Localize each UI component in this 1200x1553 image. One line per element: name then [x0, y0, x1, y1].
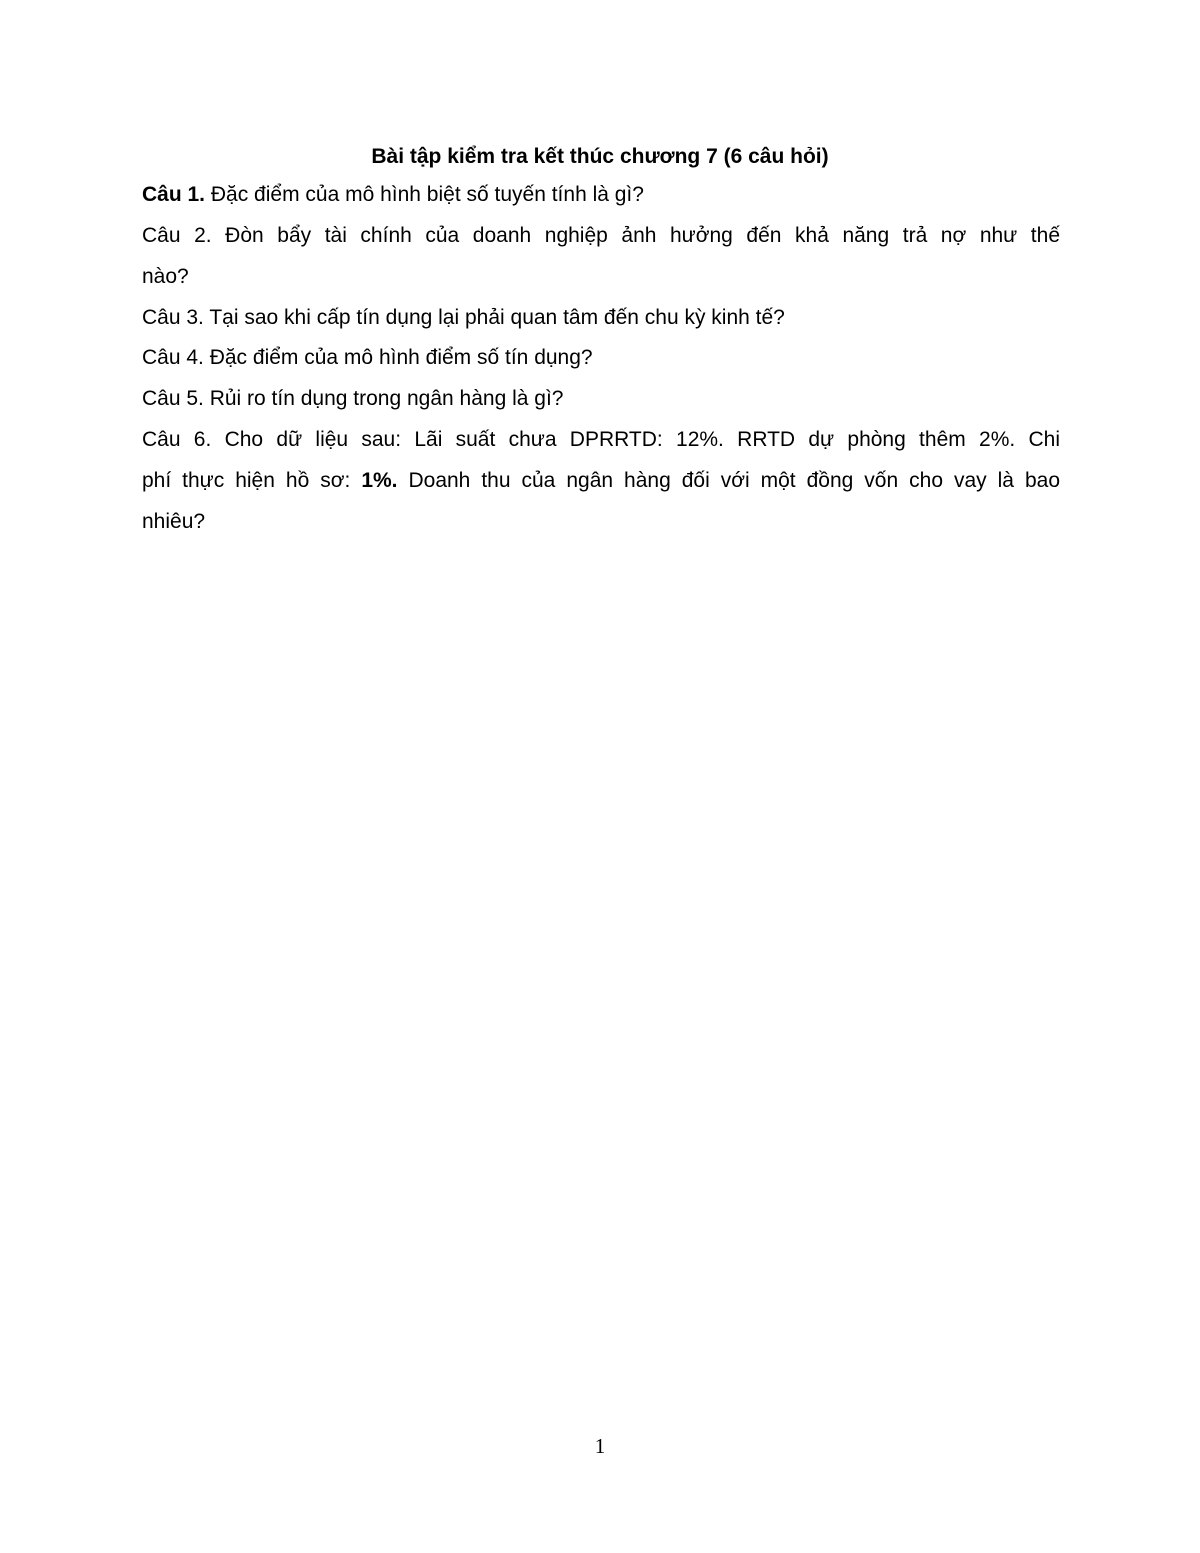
question-6-text-line2b: Doanh thu của ngân hàng đối với một đồng vốn cho vay là bao — [397, 469, 1060, 492]
question-3 — [142, 303, 1060, 333]
question-5-label: Câu 5. — [142, 387, 204, 410]
question-2-text-line2: nào? — [142, 265, 189, 288]
question-1-label: Câu 1. — [142, 183, 206, 206]
question-4 — [142, 343, 1060, 373]
question-2 — [142, 221, 1060, 292]
question-5-text: Rủi ro tín dụng trong ngân hàng là gì? — [203, 387, 564, 410]
question-4-label: Câu 4. — [142, 346, 204, 369]
question-6-label: Câu 6. — [142, 428, 212, 451]
question-4-text: Đặc điểm của mô hình điểm số tín dụng? — [203, 346, 593, 369]
question-3-label: Câu 3. — [142, 306, 204, 329]
question-2-label: Câu 2. — [142, 224, 212, 247]
document-title: Bài tập kiểm tra kết thúc chương 7 (6 câu hỏi) — [371, 145, 829, 168]
question-6-text-line3: nhiêu? — [142, 510, 206, 533]
question-6 — [142, 425, 1060, 537]
question-2-text-line1: Đòn bẩy tài chính của doanh nghiệp ảnh hưởng đến khả năng trả nợ như thế — [211, 224, 1060, 247]
question-1 — [142, 180, 1060, 210]
question-6-text-line1: Cho dữ liệu sau: Lãi suất chưa DPRRTD: 12%. RRTD dự phòng thêm 2%. Chi — [211, 428, 1060, 451]
question-3-text: Tại sao khi cấp tín dụng lại phải quan tâm đến chu kỳ kinh tế? — [203, 306, 785, 329]
question-6-text-line2a: phí thực hiện hồ sơ: — [142, 469, 362, 492]
question-6-text-line2-bold: 1%. — [361, 469, 398, 492]
question-5 — [142, 384, 1060, 414]
question-1-text: Đặc điểm của mô hình biệt số tuyến tính là gì? — [205, 183, 644, 206]
page-number: 1 — [594, 1434, 606, 1458]
